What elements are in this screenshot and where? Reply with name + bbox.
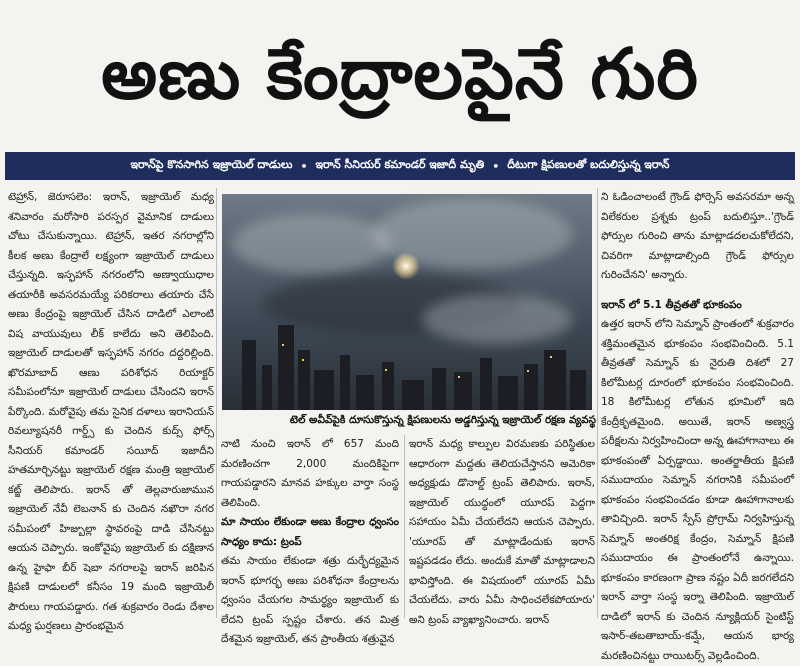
headline-strap — [5, 152, 795, 180]
article-column-mid-2 — [409, 435, 595, 626]
article-column-left — [8, 188, 214, 632]
article-text: టెహ్రాన్, జెరూసలెం: ఇరాన్, ఇజ్రాయెల్ మధ్య శనివారం మరోసారి పరస్పర వైమానిక దాడులు చోటు చేసుకున్నాయి. టెహ్రాన్, ఇతర నగరాల్లోని కీలక అణు కేంద్రాలే లక్ష్యంగా ఇజ్రాయెల్ దాడులు చేస్తున్నది. ఇస్ఫహాన్ నగరంలోని అణ్వాయుధాల తయారీకి అవసరమయ్యే పరికరాలు తయారు చేసే అణు కేంద్రంపై ఇజ్రాయెల్ చేసిన దాడిలో ఎలాంటి విష వాయువులు లీక్ కాలేదు అని తెలిపింది. ఇజ్రాయెల్ దాడులతో ఇస్ఫహాన్ నగరం దద్దరిల్లింది. ఖొరమాబాద్ ఆణు పరిశోధన రియాక్టర్ సమీపంలోనూ ఇజ్రాయెల్ దాడులు చేసిందని ఇరాన్ పేర్కొంది. మరోవైపు తమ సైనిక దళాలు ఇరానియన్ రివల్యూషనరీ గార్డ్స్ కు చెందిన కుద్స్ ఫోర్స్ సీనియర్ కమాండర్ సయీద్ ఇజాదీని హతమార్చినట్టు ఇజ్రాయెల్ రక్షణ మంత్రి ఇజ్రాయెల్ కట్జ్ తెలిపారు. ఇరాన్ తో తెల్లవారుజామున ఇజ్రాయెల్ నేవీ లెబనాన్ కు చెందిన నఖౌరా నగర సమీపంలో హిజ్బుల్లా స్థావరంపై దాడి చేసినట్టు ఆయన చెప్పారు. ఇంకోవైపు ఇజ్రాయెల్ కు దక్షిణాన ఉన్న హైఫా బీర్ షెబా నగరాలపై ఇరాన్ జరిపిన క్షిపణి దాడులలో కనీసం 19 మంది ఇజ్రాయెలీ పౌరులు గాయపడ్డారు. గత శుక్రవారం రెండు దేశాల మధ్య ఘర్షణలు ప్రారంభమైన — [8, 191, 214, 632]
strap-item-2: ఇరాన్ సీనియర్ కమాండర్ ఇజాదీ మృతి — [315, 158, 485, 171]
article-text: తమ సాయం లేకుండా శత్రు దుర్భేద్యమైన ఇరాన్ భూగర్భ అణు పరిశోధనా కేంద్రాలను ధ్వంసం చేయగల సామర్థ్యం ఇజ్రాయెల్ కు లేదని ట్రంప్ స్పష్టం చేశారు. తన మిత్ర దేశమైన ఇజ్రాయెల్, తన ప్రాంతీయ శత్రువైన — [221, 555, 399, 645]
article-text: ని ఓడించాలంటే గ్రౌండ్ ఫోర్సెస్ అవసరమా అన్న విలేకరుల ప్రశ్నకు ట్రంప్ బదులిస్తూ..'గ్రౌండ్ ఫోర్సుల గురించి తాను మాట్లాడదలచుకోలేదని, చివరిగా మాట్లాడాల్సింది గ్రౌండ్ ఫోర్సుల గురించేనని' అన్నారు. — [601, 191, 794, 281]
column-divider — [597, 188, 598, 618]
photo-caption: టెల్ అవీవ్‌పైకి దూసుకొస్తున్న క్షిపణులను అడ్డగిస్తున్న ఇజ్రాయెల్ రక్షణ వ్యవస్థ — [289, 414, 596, 426]
news-photo — [222, 194, 592, 410]
headline: అణు కేంద్రాలపైనే గురి — [101, 33, 699, 115]
article-text: నాటి నుంచి ఇరాన్ లో 657 మంది మరణించగా 2,000 మందికిపైగా గాయపడ్డారని మానవ హక్కుల వార్తా సంస్థ తెలిపింది. — [221, 438, 399, 509]
strap-item-3: దీటుగా క్షిపణులతో బదులిస్తున్న ఇరాన్ — [507, 158, 670, 171]
column-divider — [404, 435, 405, 618]
strap-item-1: ఇరాన్‌పై కొనసాగిన ఇజ్రాయెల్ దాడులు — [130, 158, 293, 171]
article-column-mid-1 — [221, 435, 399, 645]
missile-flash — [392, 252, 420, 280]
bullet-icon: • — [492, 159, 500, 173]
bullet-icon: • — [300, 159, 308, 173]
subheading: మా సాయం లేకుండా అణు కేంద్రాల ధ్వంసం సాధ్యం కాదు: ట్రంప్ — [221, 516, 399, 548]
article-column-right — [601, 188, 794, 662]
column-divider — [216, 188, 217, 618]
subheading: ఇరాన్ లో 5.1 తీవ్రతతో భూకంపం — [601, 298, 742, 311]
article-text: ఇరాన్ మధ్య కాల్పుల విరమణకు పరిస్థితుల ఆధారంగా మద్దతు తెలియచేస్తానని అమెరికా అధ్యక్షుడు డొనాల్డ్ ట్రంప్ తెలిపారు. ఇరాన్, ఇజ్రాయెల్ యుద్ధంలో యూరప్ పెద్దగా సహాయం ఏమీ చేయలేదని ఆయన చెప్పారు. 'యూరప్ తో మాట్లాడేందుకు ఇరాన్ ఇష్టపడడం లేదు. అందుకే మాతో మాట్లాడాలని భావిస్తోంది. ఈ విషయంలో యూరప్ ఏమీ చేయలేదు. వారు ఏమీ సాధించలేకపోయారు' అని ట్రంప్ వ్యాఖ్యానించారు. ఇరాన్ — [409, 438, 595, 626]
article-text: ఉత్తర ఇరాన్ లోని సెమ్నాన్ ప్రాంతంలో శుక్రవారం శక్తిమంతమైన భూకంపం సంభవించింది. 5.1 తీవ్రతతో సెమ్నాన్ కు నైరుతి దిశలో 27 కిలోమీటర్ల దూరంలో భూకంపం సంభవించింది. 18 కిలోమీటర్ల లోతున భూమిలో ఇది కేంద్రీకృతమైంది. అయితే, ఇరాన్ అణ్వస్త్ర పరీక్షలను నిర్వహించిందా అన్న ఊహాగానాలు ఈ భూకంపంతో ఏర్పడ్డాయి. అంతర్జాతీయ క్షిపణి సముదాయం సెమ్నాన్ నగరానికి సమీపంలో భూకంపం సంభవించడం కూడా ఊహాగానాలకు తావిచ్చింది. ఇరాన్ స్పేస్ ప్రోగ్రామ్ నిర్వహిస్తున్న సెమ్నాన్ అంతరిక్ష కేంద్రం, సెమ్నాన్ క్షిపణి సముదాయం ఈ ప్రాంతంలోనే ఉన్నాయి. భూకంపం కారణంగా ప్రాణ నష్టం ఏదీ జరగలేదని ఇరాన్ వార్తా సంస్థ ఇర్నా తెలిపింది. ఇజ్రాయెల్ దాడిలో ఇరాన్ కు చెందిన న్యూక్లియర్ సైంటిస్ట్ ఇసార్-తబతాబాయ్-కమ్షే, ఆయన భార్య మరణించినట్టు రాయిటర్స్ వెల్లడించింది. — [601, 318, 794, 662]
